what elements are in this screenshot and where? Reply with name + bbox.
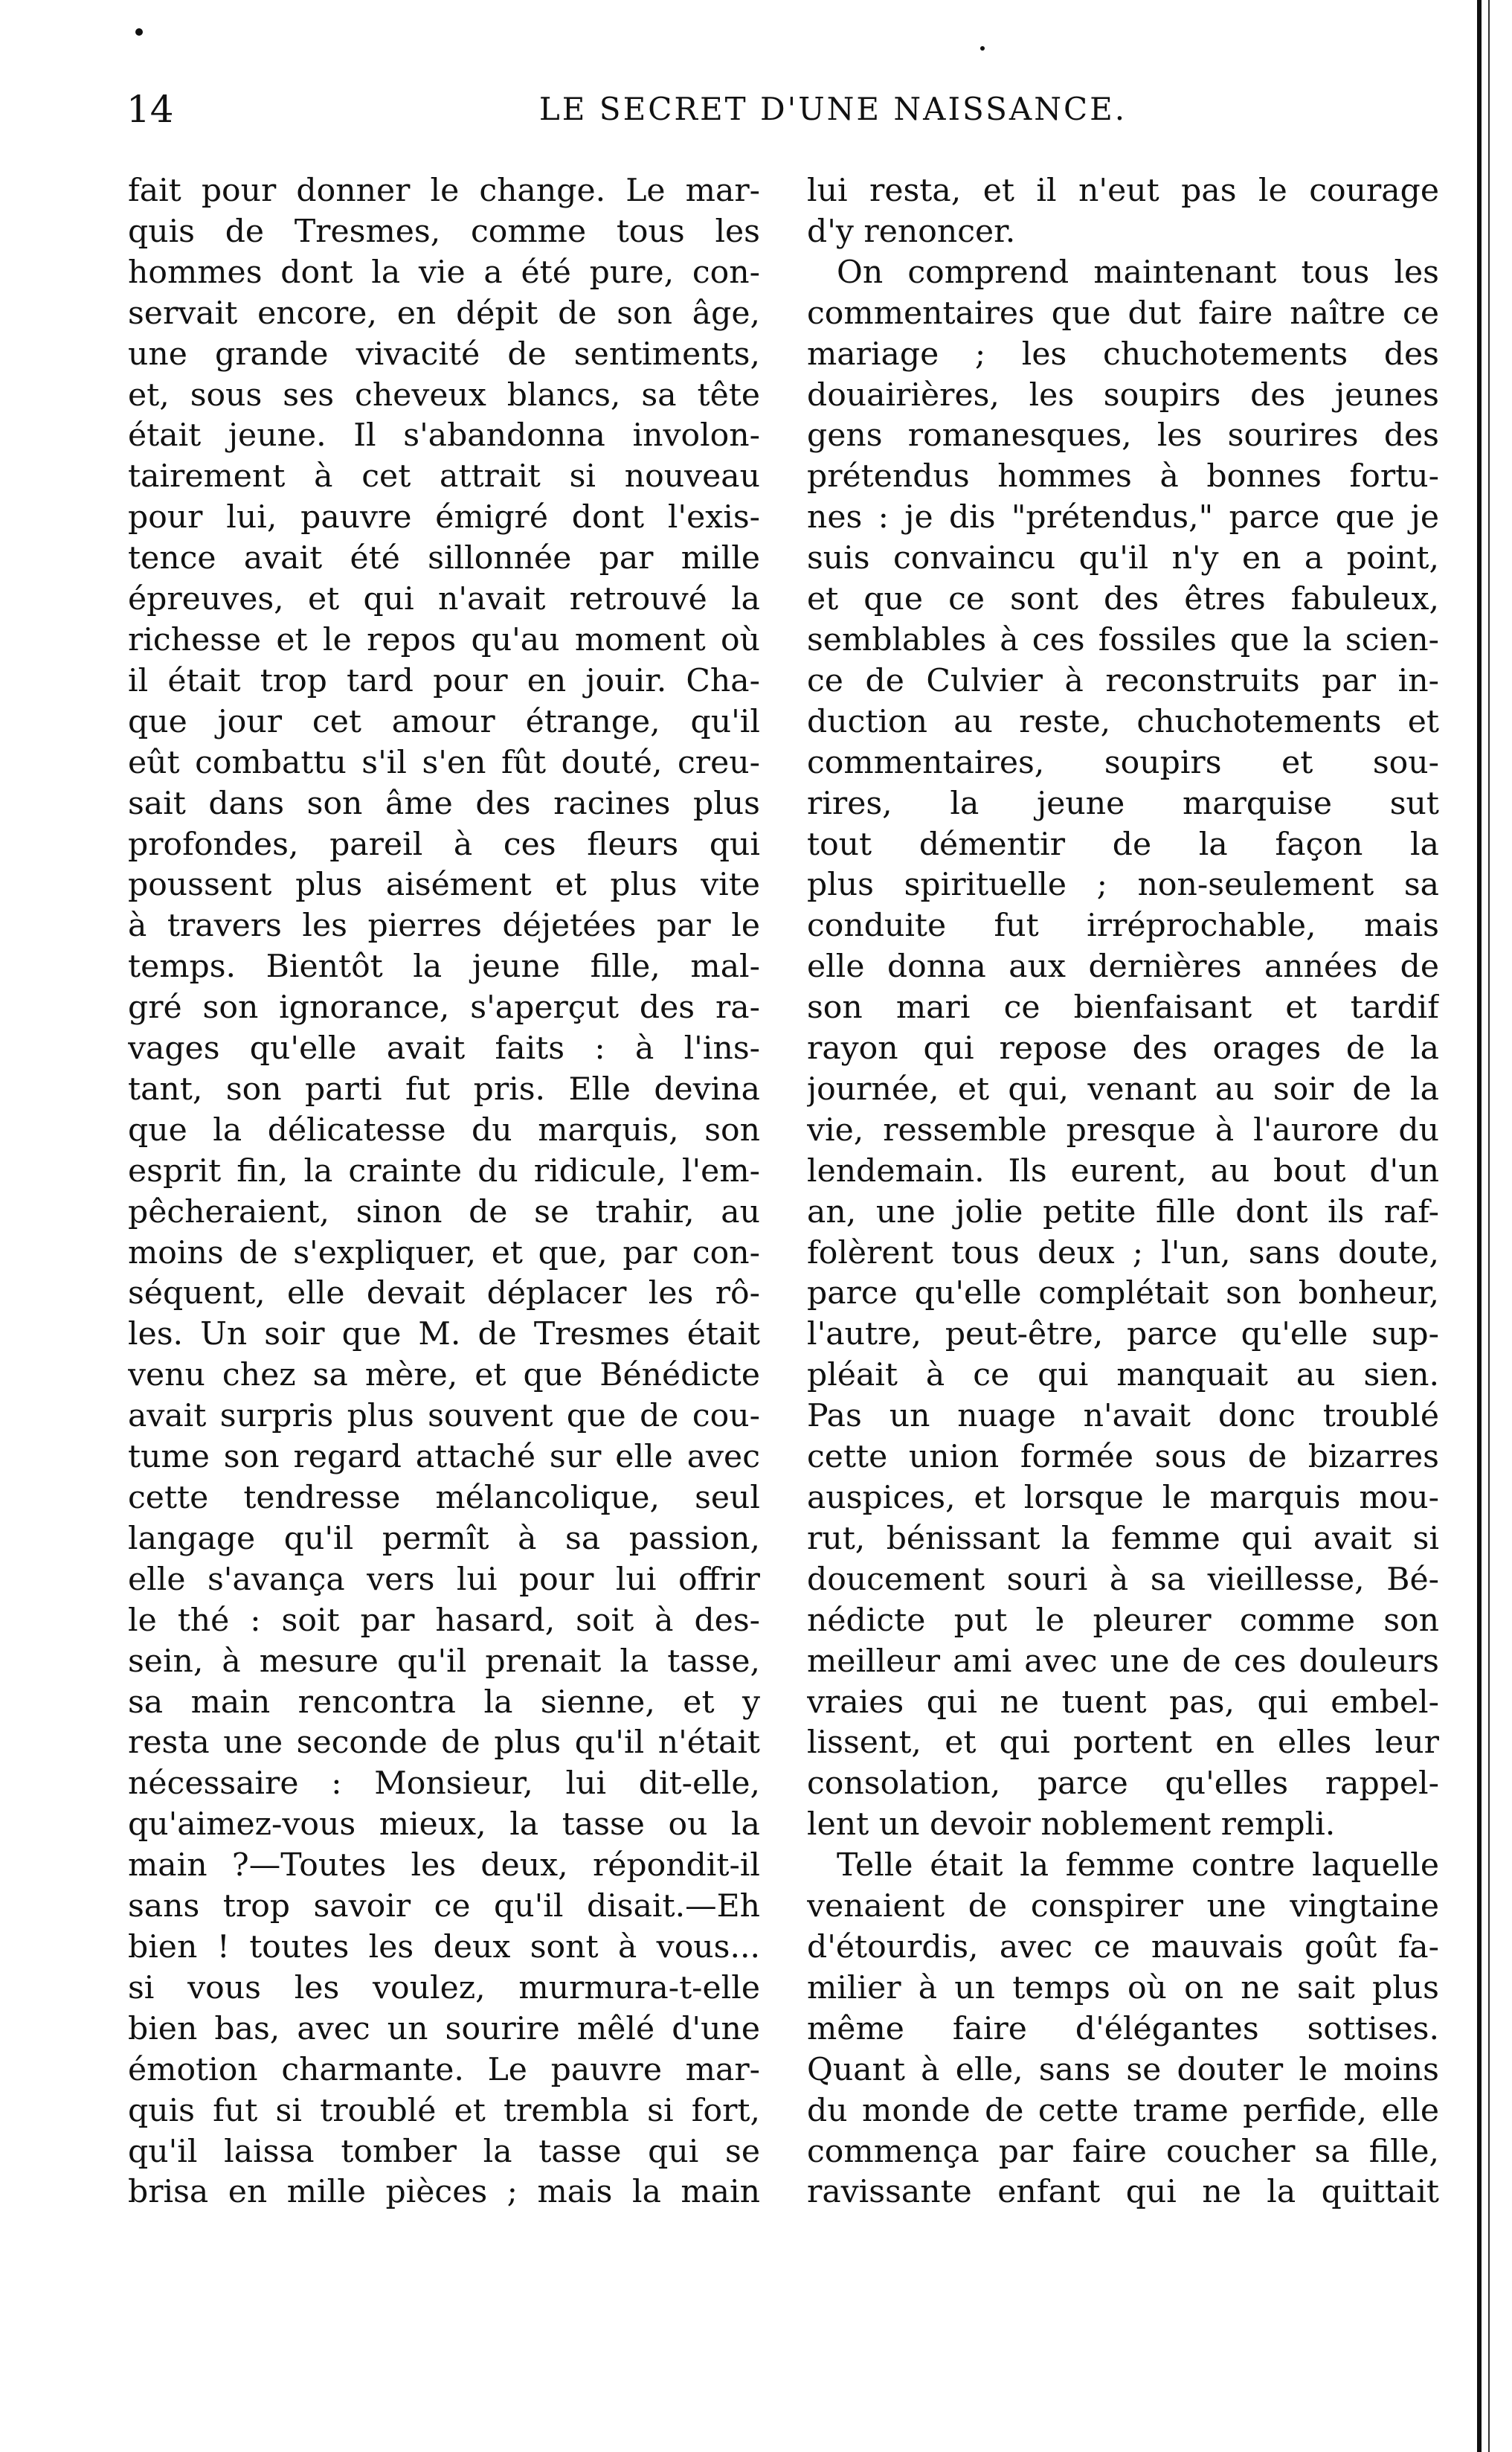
text-line: lui resta, et il n'eut pas le courage	[807, 173, 1439, 209]
text-line: sein, à mesure qu'il prenait la tasse,	[128, 1643, 760, 1680]
text-line: rires, la jeune marquise sut	[807, 785, 1439, 822]
text-line: tout démentir de la façon la	[807, 826, 1439, 863]
text-line: était jeune. Il s'abandonna involon-	[128, 417, 760, 455]
text-line: et que ce sont des êtres fabuleux,	[807, 581, 1439, 618]
text-line: lent un devoir noblement rempli.	[807, 1806, 1336, 1843]
text-line: Quant à elle, sans se douter le moins	[807, 2051, 1439, 2088]
text-line: quis de Tresmes, comme tous les	[128, 213, 760, 250]
text-line: tant, son parti fut pris. Elle devina	[128, 1071, 760, 1108]
text-line: rut, bénissant la femme qui avait si	[807, 1520, 1439, 1557]
text-line: plus spirituelle ; non-seulement sa	[807, 867, 1439, 904]
text-line: une grande vivacité de sentiments,	[128, 336, 760, 373]
page-edge-rule	[1488, 0, 1490, 2452]
text-line: que la délicatesse du marquis, son	[128, 1111, 760, 1149]
text-line: quis fut si troublé et trembla si fort,	[128, 2092, 760, 2129]
text-line: richesse et le repos qu'au moment où	[128, 621, 760, 658]
text-line: main ?—Toutes les deux, répondit-il	[128, 1847, 760, 1884]
text-line: qu'il laissa tomber la tasse qui se	[128, 2133, 760, 2170]
text-line: milier à un temps où on ne sait plus	[807, 1969, 1439, 2006]
text-line: mariage ; les chuchotements des	[807, 336, 1439, 373]
text-line: pêcheraient, sinon de se trahir, au	[128, 1193, 760, 1230]
text-line: sait dans son âme des racines plus	[128, 785, 760, 822]
left-column	[128, 171, 760, 2213]
text-line: avait surpris plus souvent que de cou-	[128, 1398, 760, 1435]
ink-speck	[135, 28, 143, 36]
text-line: commentaires que dut faire naître ce	[807, 295, 1439, 332]
text-line: bien bas, avec un sourire mêlé d'une	[128, 2010, 760, 2047]
text-line: cette tendresse mélancolique, seul	[128, 1480, 760, 1516]
text-line: sans trop savoir ce qu'il disait.—Eh	[128, 1888, 760, 1925]
text-line: parce qu'elle complétait son bonheur,	[807, 1275, 1439, 1312]
text-line: temps. Bientôt la jeune fille, mal-	[128, 949, 760, 986]
text-line: fait pour donner le change. Le mar-	[128, 173, 760, 209]
text-line: épreuves, et qui n'avait retrouvé la	[128, 581, 760, 618]
text-line: duction au reste, chuchotements et	[807, 703, 1439, 740]
text-line: lendemain. Ils eurent, au bout d'un	[807, 1152, 1439, 1190]
text-line: hommes dont la vie a été pure, con-	[128, 254, 760, 291]
text-line: venaient de conspirer une vingtaine	[807, 1888, 1439, 1925]
text-line: nes : je dis "prétendus," parce que je	[807, 499, 1439, 536]
text-line: resta une seconde de plus qu'il n'était	[128, 1724, 760, 1762]
text-line: langage qu'il permît à sa passion,	[128, 1520, 760, 1557]
text-line: doucement souri à sa vieillesse, Bé-	[807, 1561, 1439, 1598]
text-line: elle donna aux dernières années de	[807, 949, 1439, 986]
text-line: nécessaire : Monsieur, lui dit-elle,	[128, 1765, 760, 1803]
text-line: l'autre, peut-être, parce qu'elle sup-	[807, 1316, 1439, 1353]
text-line: douairières, les soupirs des jeunes	[807, 376, 1439, 414]
text-line: eût combattu s'il s'en fût douté, creu-	[128, 744, 760, 781]
text-line: son mari ce bienfaisant et tardif	[807, 989, 1439, 1027]
text-line: le thé : soit par hasard, soit à des-	[128, 1602, 760, 1639]
text-line: du monde de cette trame perfide, elle	[807, 2092, 1439, 2129]
text-line: moins de s'expliquer, et que, par con-	[128, 1234, 760, 1271]
running-header	[126, 83, 1443, 135]
text-line: pléait à ce qui manquait au sien.	[807, 1357, 1439, 1394]
text-line: auspices, et lorsque le marquis mou-	[807, 1480, 1439, 1516]
text-line: consolation, parce qu'elles rappel-	[807, 1765, 1439, 1803]
text-line: vraies qui ne tuent pas, qui embel-	[807, 1684, 1439, 1721]
running-title: LE SECRET D'UNE NAISSANCE.	[538, 91, 1127, 127]
right-column	[807, 171, 1439, 2213]
text-line: commença par faire coucher sa fille,	[807, 2133, 1439, 2170]
text-line: d'y renoncer.	[807, 213, 1016, 250]
text-line: conduite fut irréprochable, mais	[807, 908, 1439, 945]
ink-speck	[980, 46, 985, 51]
text-line: sa main rencontra la sienne, et y	[128, 1684, 760, 1721]
text-line: tence avait été sillonnée par mille	[128, 540, 760, 577]
text-line: vie, ressemble presque à l'aurore du	[807, 1111, 1439, 1149]
text-line: à travers les pierres déjetées par le	[128, 908, 760, 945]
text-line: si vous les voulez, murmura-t-elle	[128, 1969, 760, 2006]
text-line: qu'aimez-vous mieux, la tasse ou la	[128, 1806, 760, 1843]
text-line: il était trop tard pour en jouir. Cha-	[128, 662, 760, 699]
text-line: d'étourdis, avec ce mauvais goût fa-	[807, 1928, 1439, 1965]
text-line: semblables à ces fossiles que la scien-	[807, 621, 1439, 658]
text-line: émotion charmante. Le pauvre mar-	[128, 2051, 760, 2088]
text-line: suis convaincu qu'il n'y en a point,	[807, 540, 1439, 577]
text-line: nédicte put le pleurer comme son	[807, 1602, 1439, 1639]
text-line: séquent, elle devait déplacer les rô-	[128, 1275, 760, 1312]
text-line: et, sous ses cheveux blancs, sa tête	[128, 376, 760, 414]
text-line: profondes, pareil à ces fleurs qui	[128, 826, 760, 863]
text-line: poussent plus aisément et plus vite	[128, 867, 760, 904]
text-line: commentaires, soupirs et sou-	[807, 744, 1439, 781]
page-number: 14	[126, 88, 174, 131]
text-line: an, une jolie petite fille dont ils raf-	[807, 1193, 1439, 1230]
text-line: Pas un nuage n'avait donc troublé	[807, 1398, 1439, 1435]
text-line: folèrent tous deux ; l'un, sans doute,	[807, 1234, 1439, 1271]
text-line: que jour cet amour étrange, qu'il	[128, 703, 760, 740]
text-line: prétendus hommes à bonnes fortu-	[807, 458, 1439, 495]
text-line: meilleur ami avec une de ces douleurs	[807, 1643, 1439, 1680]
text-line: elle s'avança vers lui pour lui offrir	[128, 1561, 760, 1598]
text-line: tume son regard attaché sur elle avec	[128, 1439, 760, 1476]
text-line: ravissante enfant qui ne la quittait	[807, 2174, 1439, 2211]
text-line: pour lui, pauvre émigré dont l'exis-	[128, 499, 760, 536]
text-line: esprit fin, la crainte du ridicule, l'em-	[128, 1152, 760, 1190]
text-line: même faire d'élégantes sottises.	[807, 2010, 1439, 2047]
text-line: bien ! toutes les deux sont à vous...	[128, 1928, 760, 1965]
text-line: Telle était la femme contre laquelle	[837, 1847, 1439, 1884]
text-line: rayon qui repose des orages de la	[807, 1030, 1439, 1068]
text-line: servait encore, en dépit de son âge,	[128, 295, 760, 332]
text-line: On comprend maintenant tous les	[837, 254, 1439, 291]
text-line: gens romanesques, les sourires des	[807, 417, 1439, 455]
text-line: les. Un soir que M. de Tresmes était	[128, 1316, 760, 1353]
text-line: vages qu'elle avait faits : à l'ins-	[128, 1030, 760, 1068]
text-line: tairement à cet attrait si nouveau	[128, 458, 760, 495]
text-line: ce de Culvier à reconstruits par in-	[807, 662, 1439, 699]
text-line: journée, et qui, venant au soir de la	[807, 1071, 1439, 1108]
text-line: gré son ignorance, s'aperçut des ra-	[128, 989, 760, 1027]
text-line: lissent, et qui portent en elles leur	[807, 1724, 1439, 1762]
page-edge-rule	[1477, 0, 1482, 2452]
text-line: cette union formée sous de bizarres	[807, 1439, 1439, 1476]
text-line: venu chez sa mère, et que Bénédicte	[128, 1357, 760, 1394]
text-line: brisa en mille pièces ; mais la main	[128, 2174, 760, 2211]
